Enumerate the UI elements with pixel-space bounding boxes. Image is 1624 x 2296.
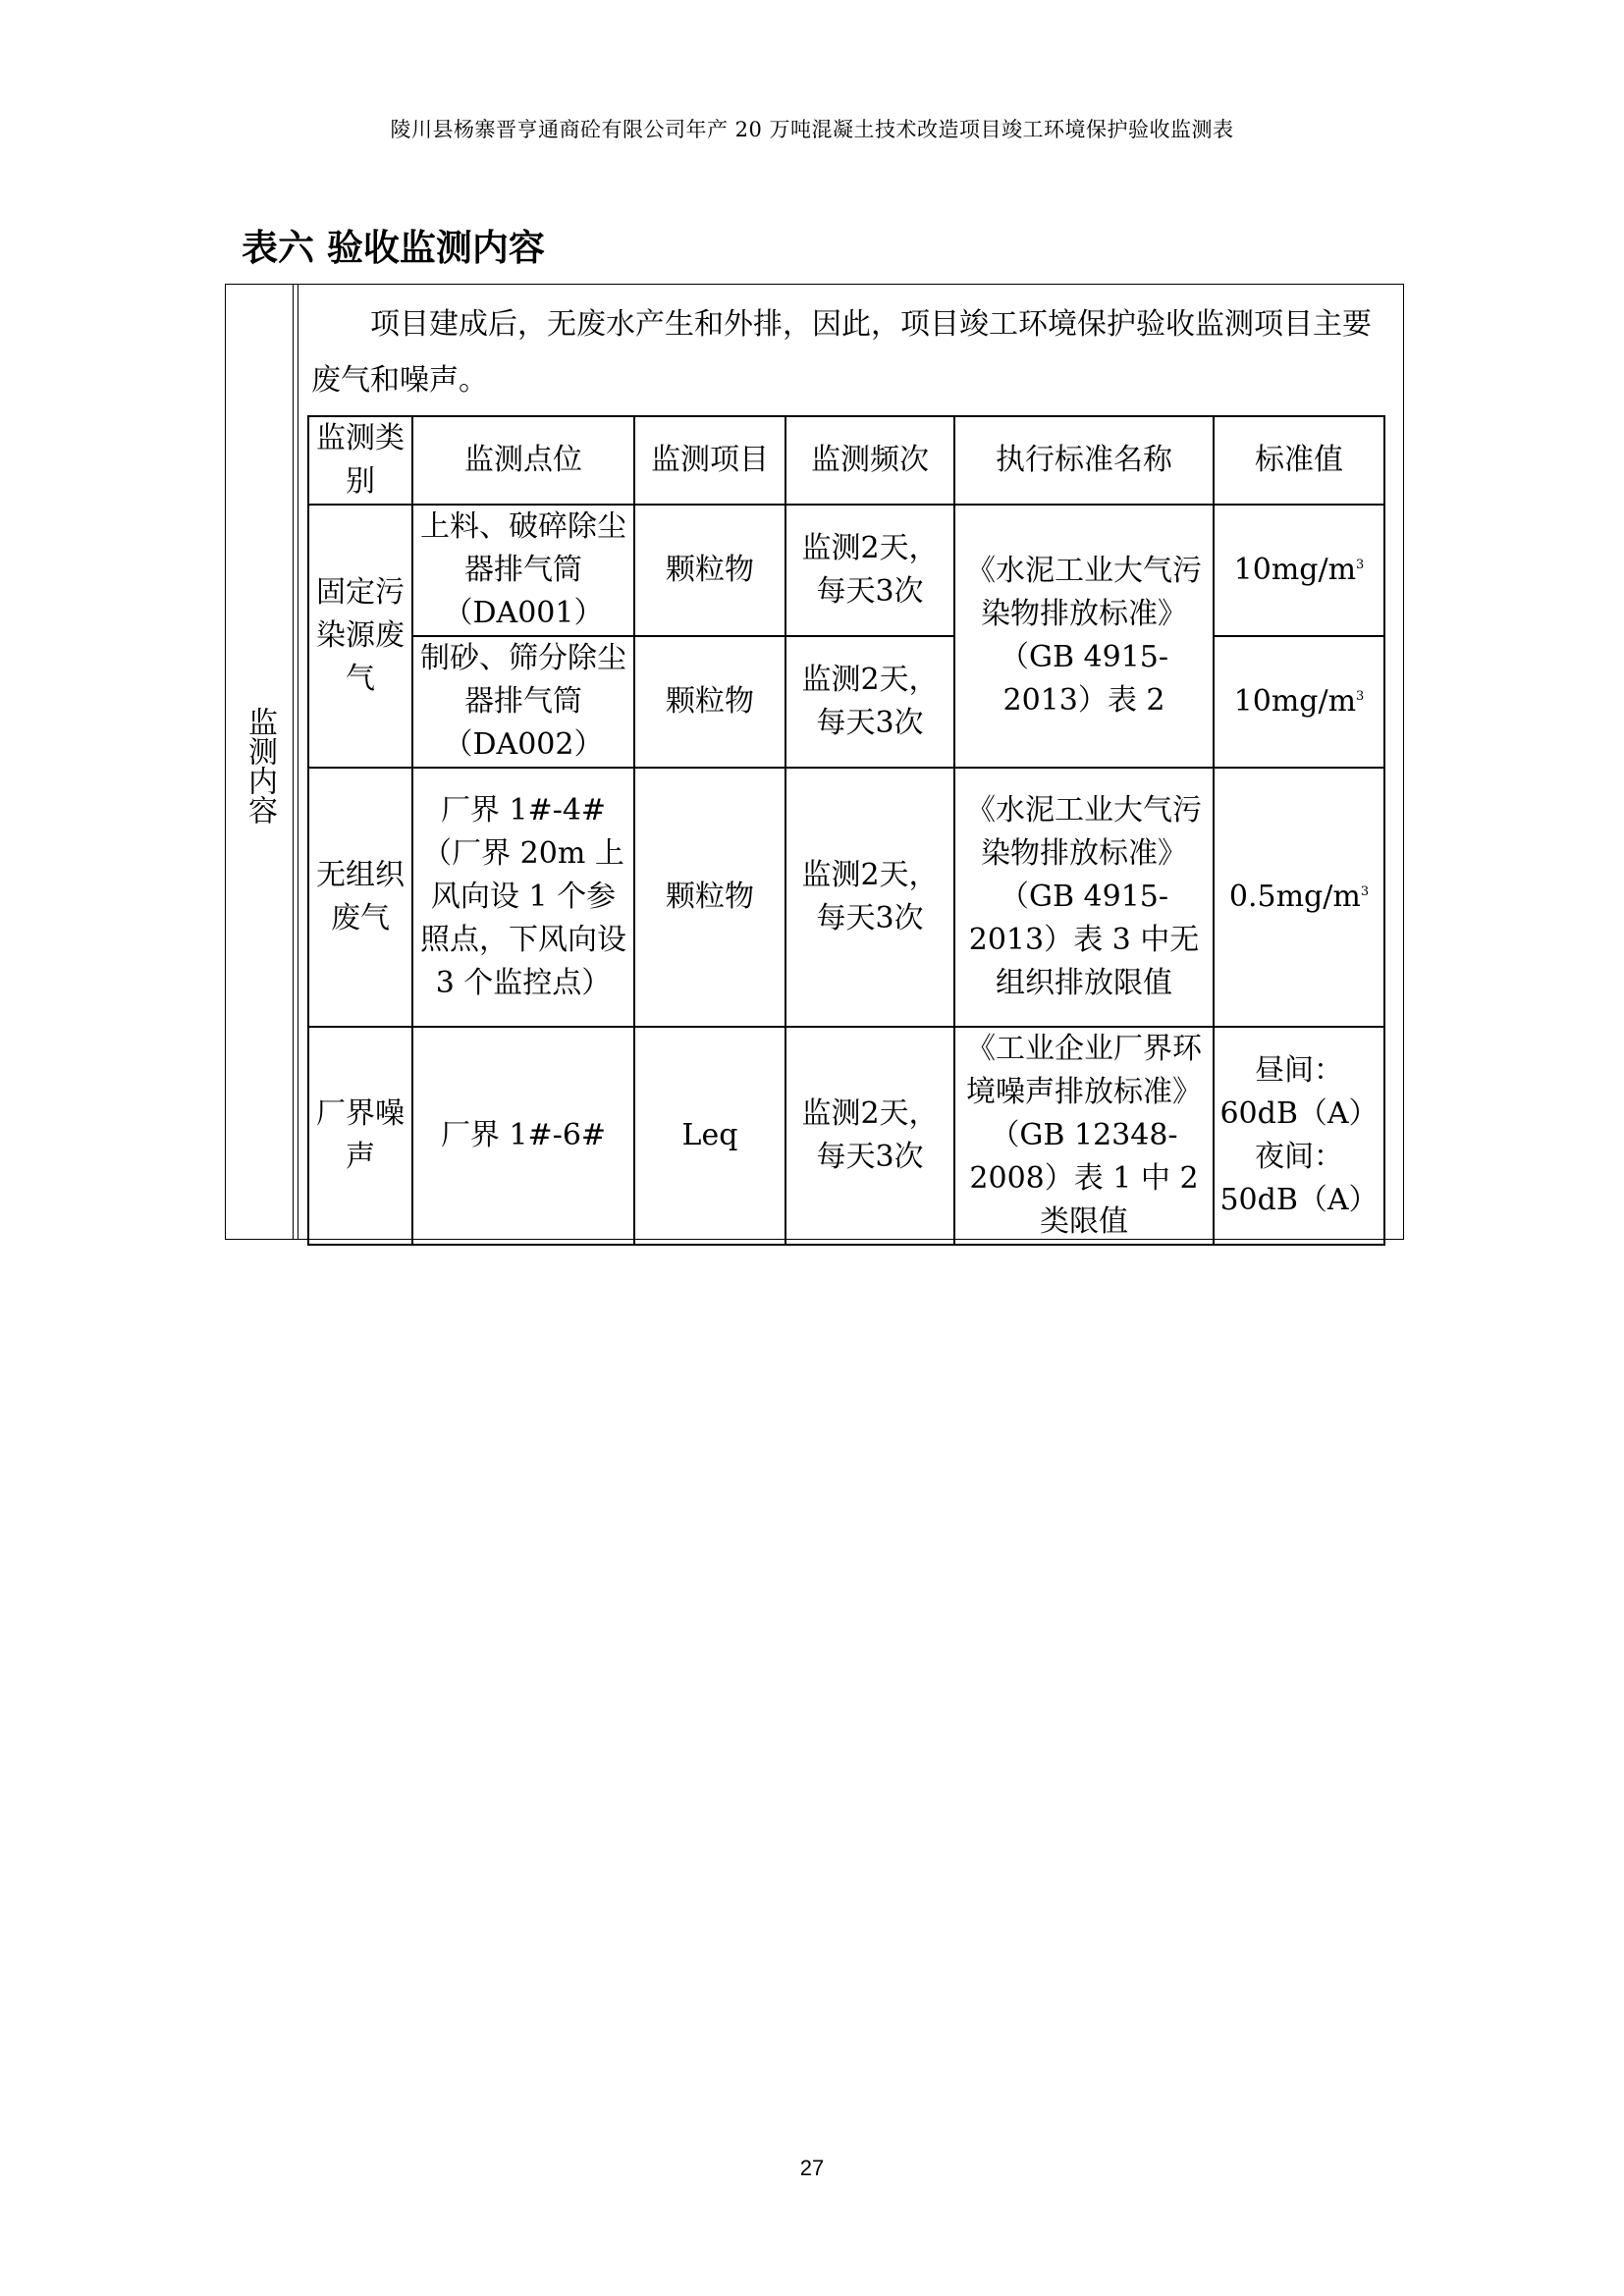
cell-category: 无组织废气 [308, 768, 412, 1027]
header-standard: 执行标准名称 [954, 416, 1214, 505]
table-row [308, 636, 1384, 768]
monitoring-frame [225, 284, 1404, 1240]
header-point: 监测点位 [412, 416, 634, 505]
cell-value [1214, 768, 1384, 1027]
value-superscript: 3 [1356, 689, 1365, 704]
value-superscript: 3 [1360, 884, 1370, 899]
cell-value [1214, 636, 1384, 768]
cell-item: 颗粒物 [634, 768, 785, 1027]
cell-standard: 《水泥工业大气污染物排放标准》（GB 4915-2013）表 2 [954, 505, 1214, 768]
cell-frequency: 监测2天，每天3次 [785, 636, 954, 768]
day-value: 60dB（A） [1219, 1096, 1379, 1131]
value-text: 10mg/m [1233, 684, 1357, 719]
header-category: 监测类别 [308, 416, 412, 505]
page-header: 陵川县杨寨晋亨通商砼有限公司年产 20 万吨混凝土技术改造项目竣工环境保护验收监测表 [390, 118, 1234, 141]
table-row [308, 505, 1384, 636]
side-column [226, 285, 294, 1239]
cell-value [1214, 1027, 1384, 1245]
cell-value [1214, 505, 1384, 636]
night-label: 夜间： [1255, 1140, 1343, 1174]
monitoring-table [307, 415, 1385, 1246]
table-header-row [308, 416, 1384, 505]
night-value: 50dB（A） [1219, 1183, 1379, 1217]
cell-item: 颗粒物 [634, 505, 785, 636]
cell-item: 颗粒物 [634, 636, 785, 768]
cell-category: 厂界噪声 [308, 1027, 412, 1245]
cell-frequency: 监测2天，每天3次 [785, 768, 954, 1027]
cell-standard: 《水泥工业大气污染物排放标准》（GB 4915-2013）表 3 中无组织排放限值 [954, 768, 1214, 1027]
content-area [298, 285, 1403, 1239]
cell-frequency: 监测2天，每天3次 [785, 505, 954, 636]
cell-frequency: 监测2天，每天3次 [785, 1027, 954, 1245]
cell-point: 厂界 1#-6# [412, 1027, 634, 1245]
page-number: 27 [799, 2156, 825, 2180]
day-label: 昼间： [1255, 1053, 1343, 1088]
side-label: 监测内容 [243, 707, 277, 825]
value-text: 10mg/m [1233, 553, 1357, 587]
table-row [308, 768, 1384, 1027]
cell-category: 固定污染源废气 [308, 505, 412, 768]
cell-point: 制砂、筛分除尘器排气筒（DA002） [412, 636, 634, 768]
cell-item: Leq [634, 1027, 785, 1245]
value-superscript: 3 [1356, 558, 1365, 572]
header-item: 监测项目 [634, 416, 785, 505]
cell-point: 厂界 1#-4#（厂界 20m 上风向设 1 个参照点，下风向设 3 个监控点） [412, 768, 634, 1027]
cell-point: 上料、破碎除尘器排气筒（DA001） [412, 505, 634, 636]
section-title: 表六 验收监测内容 [242, 227, 545, 269]
intro-paragraph: 项目建成后，无废水产生和外排，因此，项目竣工环境保护验收监测项目主要废气和噪声。 [311, 307, 1372, 398]
header-value: 标准值 [1214, 416, 1384, 505]
value-text: 0.5mg/m [1228, 880, 1361, 914]
cell-standard: 《工业企业厂界环境噪声排放标准》（GB 12348-2008）表 1 中 2 类限值 [954, 1027, 1214, 1245]
table-row [308, 1027, 1384, 1245]
header-frequency: 监测频次 [785, 416, 954, 505]
